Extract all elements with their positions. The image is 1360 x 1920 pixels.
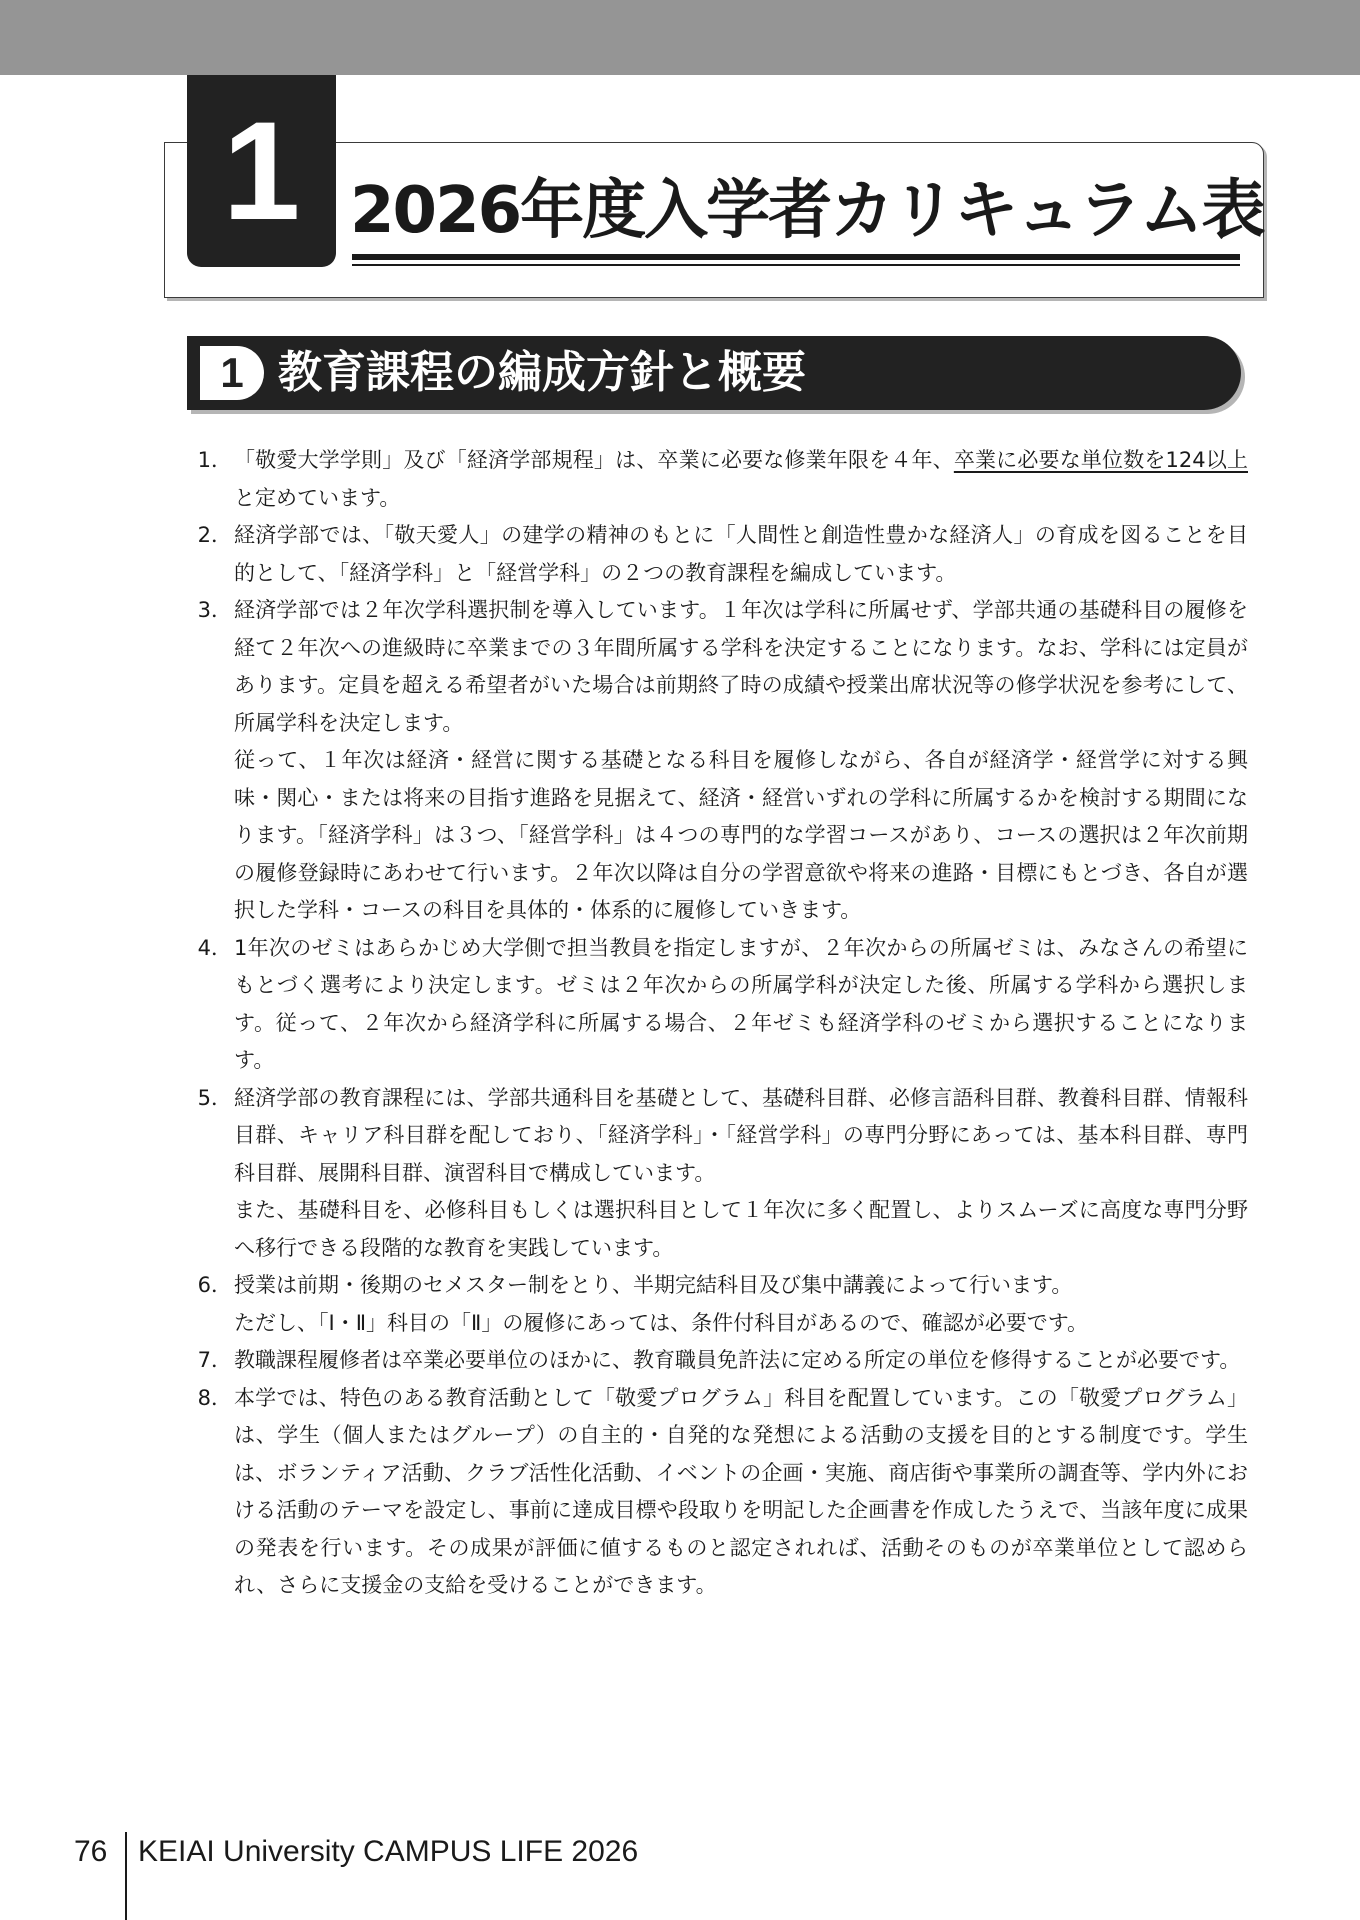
list-item-number: 4． — [197, 935, 232, 960]
paragraph — [234, 517, 1248, 592]
list-item-number: 6． — [197, 1273, 232, 1297]
list-item-number: 7． — [197, 1348, 232, 1372]
text-run: と定めています。 — [234, 485, 401, 510]
list-item-body — [232, 1080, 1248, 1268]
chapter-title: 2026年度入学者カリキュラム表 — [350, 174, 1264, 248]
paragraph — [234, 1342, 1248, 1380]
text-run: 「敬愛大学学則」及び「経済学部規程」は、卒業に必要な修業年限を４年、 — [234, 448, 954, 472]
list-item-body — [232, 1342, 1248, 1380]
paragraph — [234, 742, 1248, 930]
policy-list — [180, 442, 1248, 1605]
list-item-number: 2． — [197, 523, 232, 547]
emphasized-text: 卒業に必要な単位数を124以上 — [953, 448, 1248, 472]
paragraph — [234, 1380, 1248, 1605]
text-run: ただし、「Ⅰ・Ⅱ」科目の「Ⅱ」の履修にあっては、条件付科目があるので、確認が必要です。 — [234, 1310, 1089, 1335]
paragraph — [234, 1080, 1248, 1193]
list-item-body — [232, 1380, 1248, 1605]
chapter-title-rule-thin — [352, 264, 1240, 266]
list-item — [180, 1380, 1248, 1605]
list-item-body — [232, 930, 1248, 1080]
text-run: 1年次のゼミはあらかじめ大学側で担当教員を指定しますが、２年次からの所属ゼミは、みなさんの希望にもとづく選考により決定します。ゼミは２年次からの所属学科が決定した後、所属する学科から選択します。従って、２年次から経済学科に所属する場合、２年ゼミも経済学科のゼミから選択することになります。 — [234, 935, 1248, 1072]
paragraph — [234, 442, 1248, 517]
top-band — [0, 0, 1360, 75]
paragraph — [234, 592, 1248, 742]
list-item — [180, 1267, 1248, 1342]
publication-title: KEIAI University CAMPUS LIFE 2026 — [138, 1835, 639, 1868]
text-run: 経済学部では、「敬天愛人」の建学の精神のもとに「人間性と創造性豊かな経済人」の育成を図ることを目的として、「経済学科」と「経営学科」の２つの教育課程を編成しています。 — [234, 523, 1248, 585]
paragraph — [234, 1192, 1248, 1267]
list-item — [180, 930, 1248, 1080]
chapter-number: 1 — [187, 75, 336, 267]
section-number: 1 — [200, 346, 264, 400]
text-run: 経済学部の教育課程には、学部共通科目を基礎として、基礎科目群、必修言語科目群、教養科目群、情報科目群、キャリア科目群を配しており、「経済学科」・「経営学科」の専門分野にあっては、基本科目群、専門科目群、展開科目群、演習科目で構成しています。 — [234, 1085, 1248, 1185]
paragraph — [234, 1305, 1248, 1343]
list-item-body — [232, 1267, 1248, 1342]
list-item-number: 1． — [197, 448, 232, 472]
list-item — [180, 1342, 1248, 1380]
footer-divider — [125, 1832, 127, 1920]
list-item-number: 3． — [197, 598, 232, 622]
list-item-number: 8． — [197, 1385, 232, 1410]
list-item — [180, 592, 1248, 930]
text-run: 教職課程履修者は卒業必要単位のほかに、教育職員免許法に定める所定の単位を修得することが必要です。 — [234, 1348, 1241, 1372]
list-item-body — [232, 517, 1248, 592]
paragraph — [234, 1267, 1248, 1305]
list-item-body — [232, 442, 1248, 517]
list-item-number: 5． — [197, 1085, 232, 1110]
chapter-title-rule — [352, 254, 1240, 260]
page-number: 76 — [74, 1835, 108, 1868]
section-title: 教育課程の編成方針と概要 — [278, 347, 806, 398]
list-item-body — [232, 592, 1248, 930]
text-run: 従って、１年次は経済・経営に関する基礎となる科目を履修しながら、各自が経済学・経営学に対する興味・関心・または将来の目指す進路を見据えて、経済・経営いずれの学科に所属するかを検討する期間になります。「経済学科」は３つ、「経営学科」は４つの専門的な学習コースがあり、コースの選択は２年次前期の履修登録時にあわせて行います。２年次以降は自分の学習意欲や将来の進路・目標にもとづき、各自が選択した学科・コースの科目を具体的・体系的に履修していきます。 — [234, 748, 1248, 922]
list-item — [180, 517, 1248, 592]
text-run: 経済学部では２年次学科選択制を導入しています。１年次は学科に所属せず、学部共通の基礎科目の履修を経て２年次への進級時に卒業までの３年間所属する学科を決定することになります。なお、学科には定員があります。定員を超える希望者がいた場合は前期終了時の成績や授業出席状況等の修学状況を参考にして、所属学科を決定します。 — [234, 598, 1248, 735]
paragraph — [234, 930, 1248, 1080]
text-run: また、基礎科目を、必修科目もしくは選択科目として１年次に多く配置し、よりスムーズに高度な専門分野へ移行できる段階的な教育を実践しています。 — [234, 1198, 1248, 1260]
list-item — [180, 442, 1248, 517]
text-run: 本学では、特色のある教育活動として「敬愛プログラム」科目を配置しています。この「敬愛プログラム」は、学生（個人またはグループ）の自主的・自発的な発想による活動の支援を目的とする制度です。学生は、ボランティア活動、クラブ活性化活動、イベントの企画・実施、商店街や事業所の調査等、学内外における活動のテーマを設定し、事前に達成目標や段取りを明記した企画書を作成したうえで、当該年度に成果の発表を行います。その成果が評価に値するものと認定されれば、活動そのものが卒業単位として認められ、さらに支援金の支給を受けることができます。 — [234, 1385, 1248, 1597]
text-run: 授業は前期・後期のセメスター制をとり、半期完結科目及び集中講義によって行います。 — [234, 1273, 1073, 1297]
list-item — [180, 1080, 1248, 1268]
